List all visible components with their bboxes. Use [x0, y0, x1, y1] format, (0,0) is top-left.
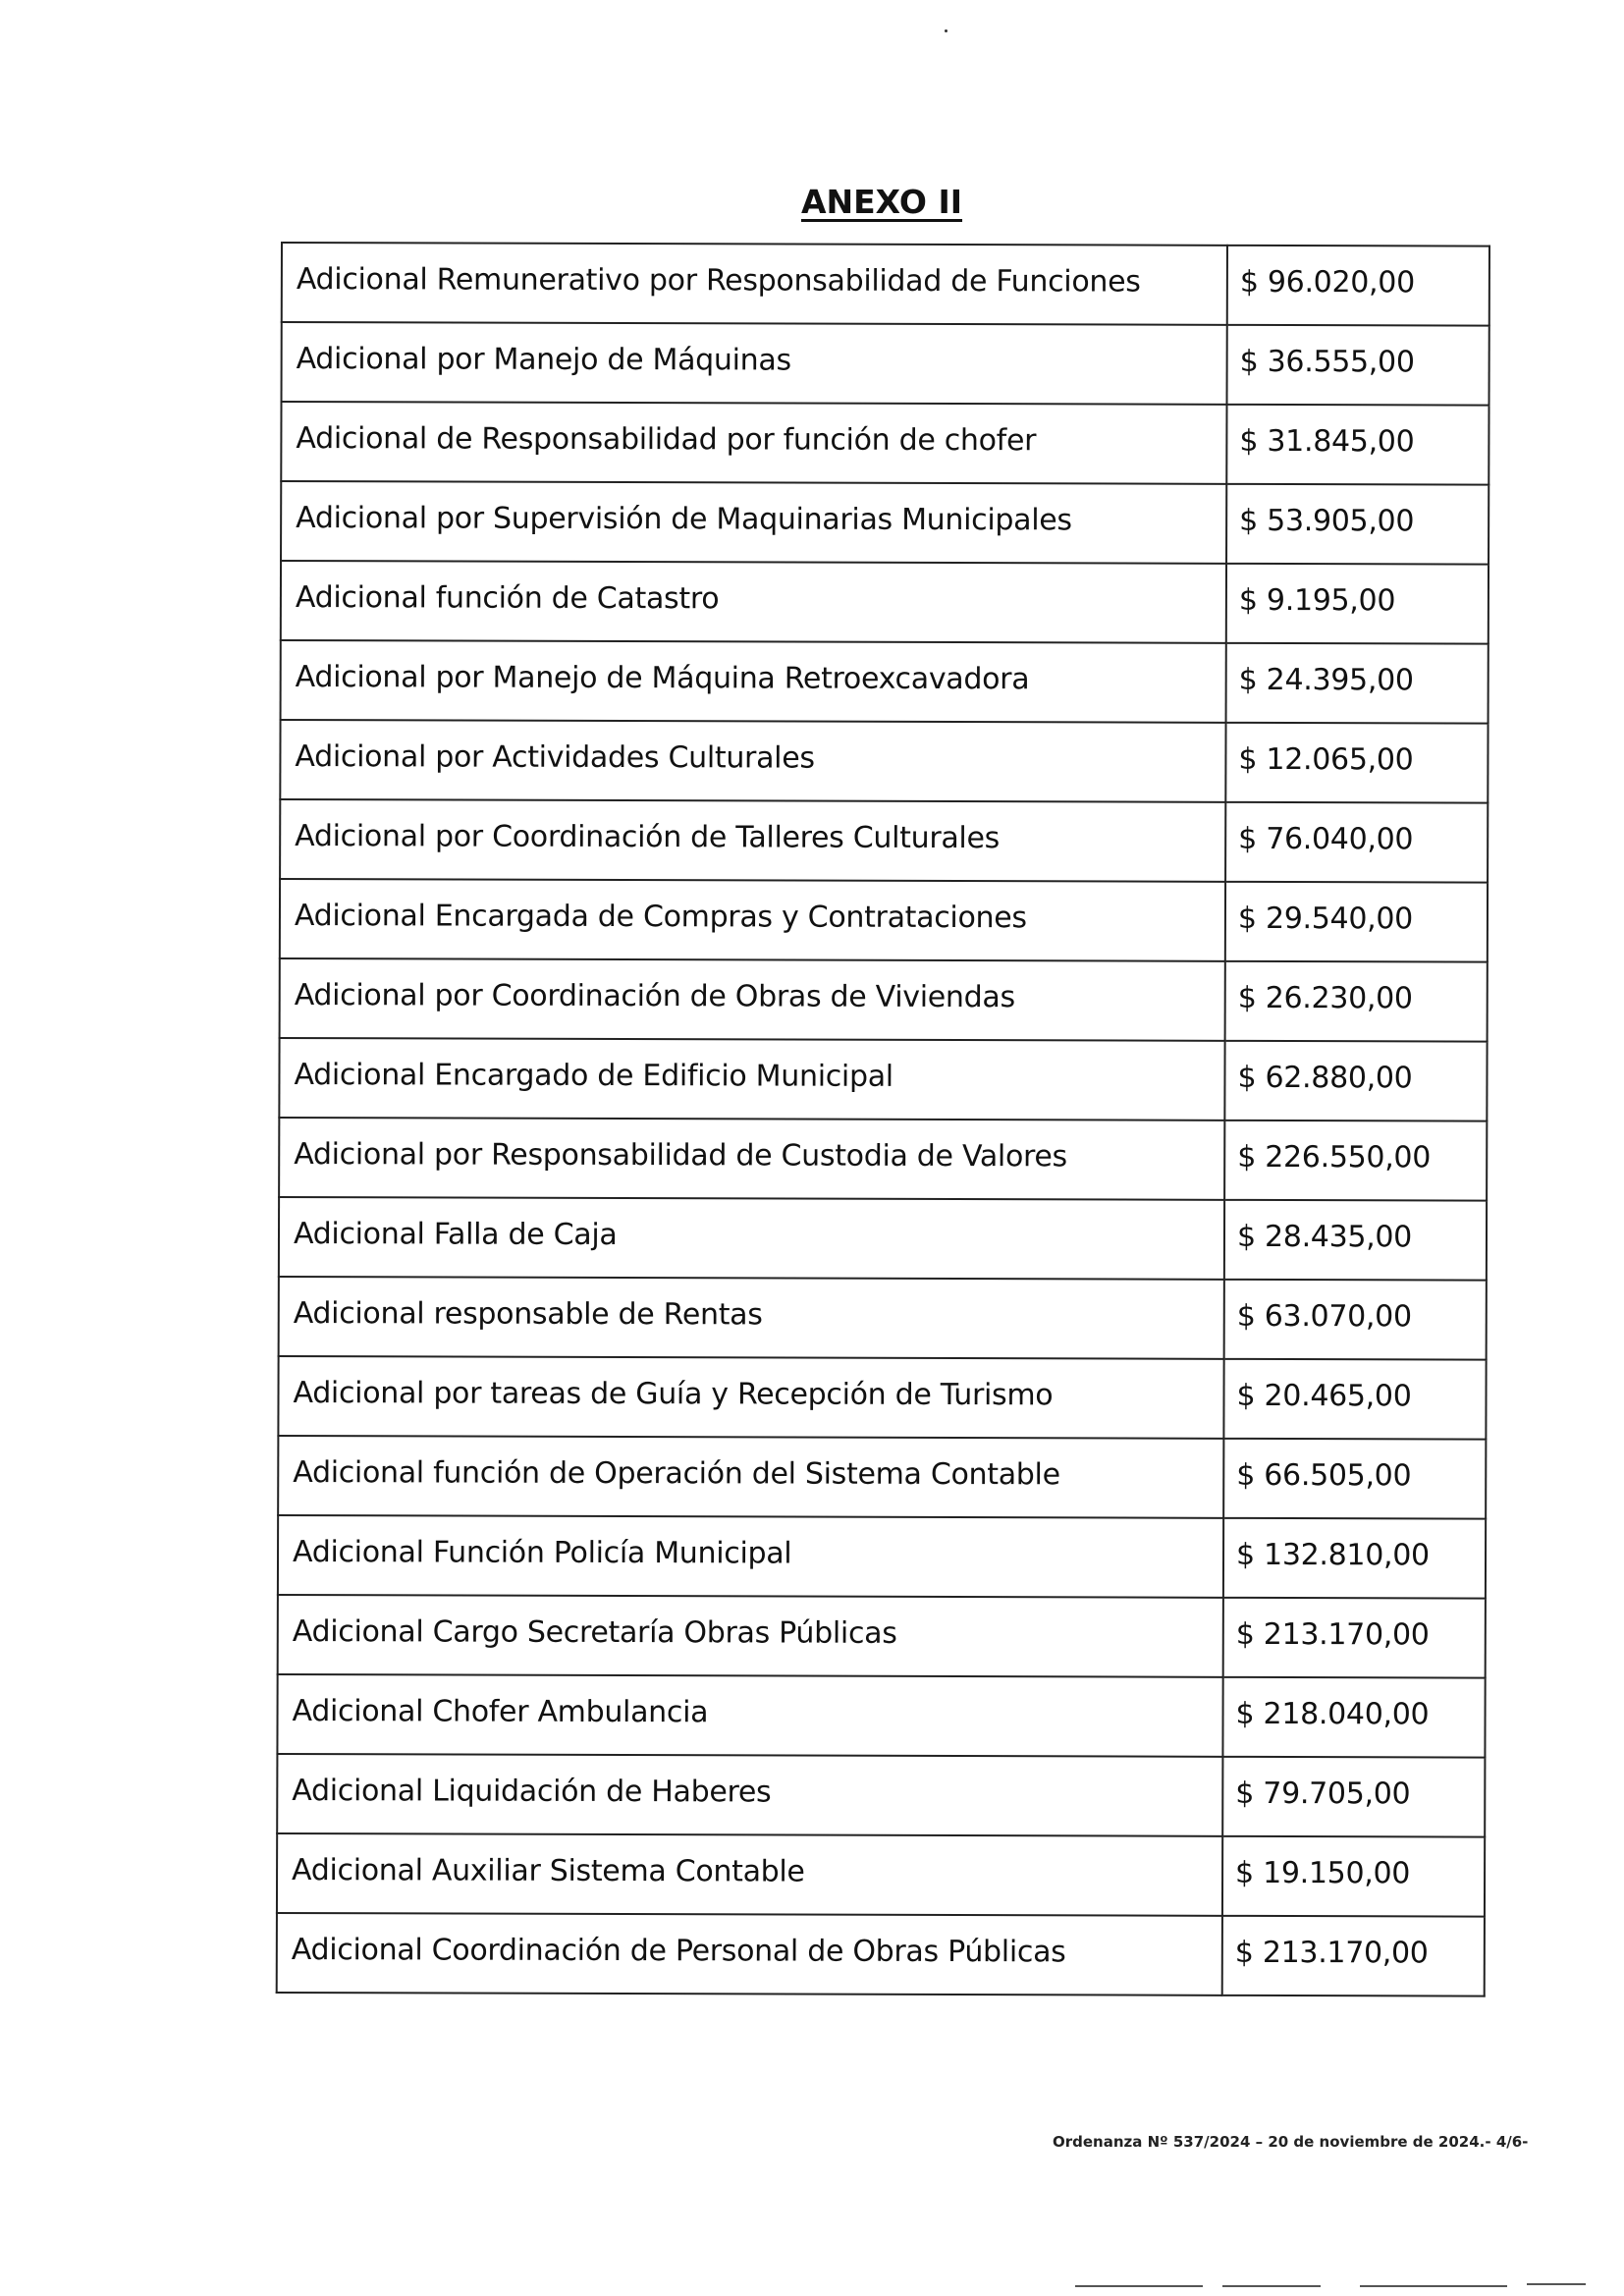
concept-cell: Adicional función de Operación del Sistema Contable: [278, 1436, 1223, 1518]
concept-cell: Adicional Remunerativo por Responsabilidad de Funciones: [282, 243, 1227, 325]
table-row: [277, 1913, 1485, 1996]
amount-cell: $ 213.170,00: [1223, 1598, 1486, 1678]
table-row: [281, 481, 1489, 565]
amount-cell: $ 19.150,00: [1222, 1836, 1485, 1917]
amount-cell: $ 29.540,00: [1225, 882, 1488, 962]
footer-note: Ordenanza Nº 537/2024 – 20 de noviembre de 2024.- 4/6-: [1053, 2133, 1529, 2151]
concept-cell: Adicional por Manejo de Máquina Retroexcavadora: [281, 640, 1226, 723]
amount-cell: $ 96.020,00: [1227, 246, 1489, 326]
concept-cell: Adicional Encargada de Compras y Contrataciones: [280, 879, 1225, 961]
table-row: [280, 799, 1488, 883]
concept-cell: Adicional por Responsabilidad de Custodia de Valores: [279, 1118, 1224, 1200]
amount-cell: $ 26.230,00: [1225, 961, 1488, 1042]
concept-cell: Adicional Encargado de Edificio Municipal: [279, 1038, 1224, 1121]
table-row: [281, 402, 1489, 485]
table-row: [280, 958, 1488, 1042]
table-row: [281, 640, 1489, 724]
amount-cell: $ 62.880,00: [1224, 1041, 1487, 1121]
concept-cell: Adicional por Manejo de Máquinas: [282, 322, 1227, 405]
concept-cell: Adicional Función Policía Municipal: [278, 1515, 1223, 1598]
table-row: [280, 720, 1488, 803]
concept-cell: Adicional por tareas de Guía y Recepción de Turismo: [278, 1356, 1223, 1439]
amount-cell: $ 24.395,00: [1226, 643, 1489, 724]
table-row: [277, 1754, 1485, 1837]
concept-cell: Adicional de Responsabilidad por función de chofer: [281, 402, 1226, 484]
amount-cell: $ 12.065,00: [1225, 723, 1488, 803]
table-row: [279, 1277, 1487, 1360]
concept-cell: Adicional por Coordinación de Talleres Culturales: [280, 799, 1225, 882]
amount-cell: $ 63.070,00: [1224, 1280, 1487, 1360]
table-row: [277, 1674, 1485, 1758]
annex-table-body: [277, 243, 1489, 1996]
concept-cell: Adicional función de Catastro: [281, 561, 1226, 643]
amount-cell: $ 28.435,00: [1224, 1200, 1487, 1281]
concept-cell: Adicional Auxiliar Sistema Contable: [277, 1833, 1222, 1916]
amount-cell: $ 9.195,00: [1226, 564, 1489, 644]
table-row: [279, 1197, 1487, 1281]
page-title: ANEXO II: [800, 183, 963, 221]
table-row: [281, 561, 1489, 644]
amount-cell: $ 79.705,00: [1222, 1757, 1485, 1837]
table-row: [278, 1515, 1486, 1599]
table-row: [278, 1595, 1486, 1678]
concept-cell: Adicional responsable de Rentas: [279, 1277, 1224, 1359]
amount-cell: $ 76.040,00: [1225, 802, 1488, 883]
concept-cell: Adicional Liquidación de Haberes: [277, 1754, 1222, 1836]
table-row: [279, 1038, 1487, 1121]
amount-cell: $ 66.505,00: [1223, 1439, 1486, 1519]
annex-table: [276, 242, 1490, 1997]
scan-mark: [1075, 2285, 1203, 2287]
amount-cell: $ 31.845,00: [1226, 405, 1489, 485]
table-row: [282, 322, 1489, 406]
amount-cell: $ 218.040,00: [1222, 1677, 1485, 1758]
scan-mark: [1360, 2285, 1507, 2287]
concept-cell: Adicional por Coordinación de Obras de Viviendas: [280, 958, 1225, 1041]
concept-cell: Adicional Cargo Secretaría Obras Públicas: [278, 1595, 1223, 1677]
scan-mark: [1222, 2285, 1321, 2287]
amount-cell: $ 36.555,00: [1227, 325, 1489, 406]
amount-cell: $ 132.810,00: [1223, 1518, 1486, 1599]
concept-cell: Adicional Chofer Ambulancia: [277, 1674, 1222, 1757]
table-row: [278, 1356, 1486, 1440]
amount-cell: $ 226.550,00: [1224, 1121, 1487, 1201]
amount-cell: $ 20.465,00: [1223, 1359, 1486, 1440]
scan-mark: [1527, 2283, 1586, 2285]
concept-cell: Adicional Falla de Caja: [279, 1197, 1224, 1280]
concept-cell: Adicional por Actividades Culturales: [280, 720, 1225, 802]
scan-speck: [945, 29, 947, 32]
table-row: [279, 1118, 1487, 1201]
amount-cell: $ 53.905,00: [1226, 484, 1489, 565]
table-row: [278, 1436, 1486, 1519]
concept-cell: Adicional por Supervisión de Maquinarias Municipales: [281, 481, 1226, 564]
concept-cell: Adicional Coordinación de Personal de Obras Públicas: [277, 1913, 1222, 1995]
amount-cell: $ 213.170,00: [1222, 1916, 1485, 1996]
table-row: [282, 243, 1489, 326]
table-row: [277, 1833, 1485, 1917]
table-row: [280, 879, 1488, 962]
